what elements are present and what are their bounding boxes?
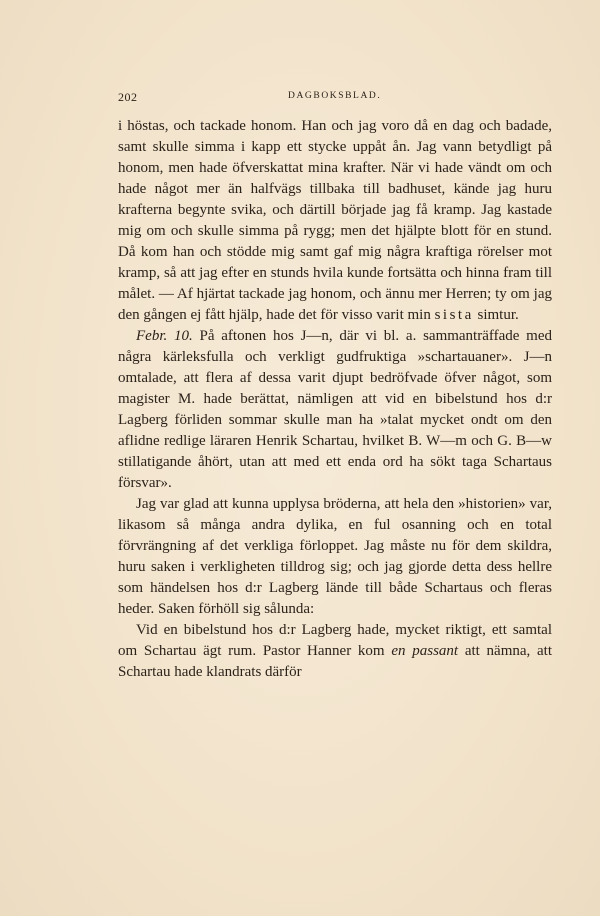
paragraph-1-text: i höstas, och tackade honom. Han och jag voro då en dag och badade, samt skulle simma i kapp ett stycke uppåt ån. Jag vann betydligt på honom, men hade öfverskattat mina krafter. När vi hade vändt om och hade något mer än halfvägs tillbaka till badhuset, kände jag huru krafterna begynte svika, och därtill började jag få kramp. Jag kastade mig om och skulle simma på rygg; men det hjälpte blott för en stund. Då kom han och stödde mig samt gaf mig några kraftiga rörelser mot kramp, så att jag efter en stunds hvila kunde fortsätta och hinna fram till målet. — Af hjärtat tackade jag honom, och ännu mer Herren; ty om jag den gången ej fått hjälp, hade det för visso varit min	[118, 118, 552, 323]
paragraph-1-end: simtur.	[473, 307, 519, 323]
spaced-word: sista	[434, 307, 474, 323]
italic-phrase: en passant	[391, 643, 459, 659]
body-text	[118, 116, 552, 683]
paragraph-4-text: Vid en bibelstund hos d:r Lagberg hade, mycket riktigt, ett samtal om Schartau ägt rum. Pastor Hanner kom	[118, 622, 552, 659]
diary-date: Febr. 10.	[136, 328, 193, 344]
page-header	[118, 90, 552, 106]
paragraph-4	[118, 620, 552, 683]
page-number: 202	[118, 90, 138, 104]
paragraph-2	[118, 326, 552, 494]
paragraph-4-end: att nämna, att Schartau hade klandrats därför	[118, 643, 552, 680]
running-title: DAGBOKSBLAD.	[288, 91, 382, 101]
paragraph-3	[118, 494, 552, 620]
paragraph-1	[118, 116, 552, 326]
paragraph-2-text: På aftonen hos J—n, där vi bl. a. sammanträffade med några kärleksfulla och verkligt gudfruktiga »schartauaner». J—n omtalade, att flera af dessa varit djupt bedröfvade öfver något, som magister M. hade berättat, nämligen att vid en bibelstund hos d:r Lagberg förliden sommar skulle man ha »talat mycket ondt om den aflidne redlige läraren Henrik Schartau, hvilket B. W—m och G. B—w stillatigande åhört, utan att med ett enda ord ha sökt taga Schartaus försvar».	[118, 328, 552, 491]
paragraph-3-text: Jag var glad att kunna upplysa bröderna, att hela den »historien» var, likasom så många andra dylika, en ful osanning och en total förvrängning af det verkliga förloppet. Jag måste nu för dem skildra, huru saken i verkligheten tilldrog sig; och jag gjorde detta dess hellre som händelsen hos d:r Lagberg lände till både Schartaus och fleras heder. Saken förhöll sig sålunda:	[118, 496, 552, 617]
